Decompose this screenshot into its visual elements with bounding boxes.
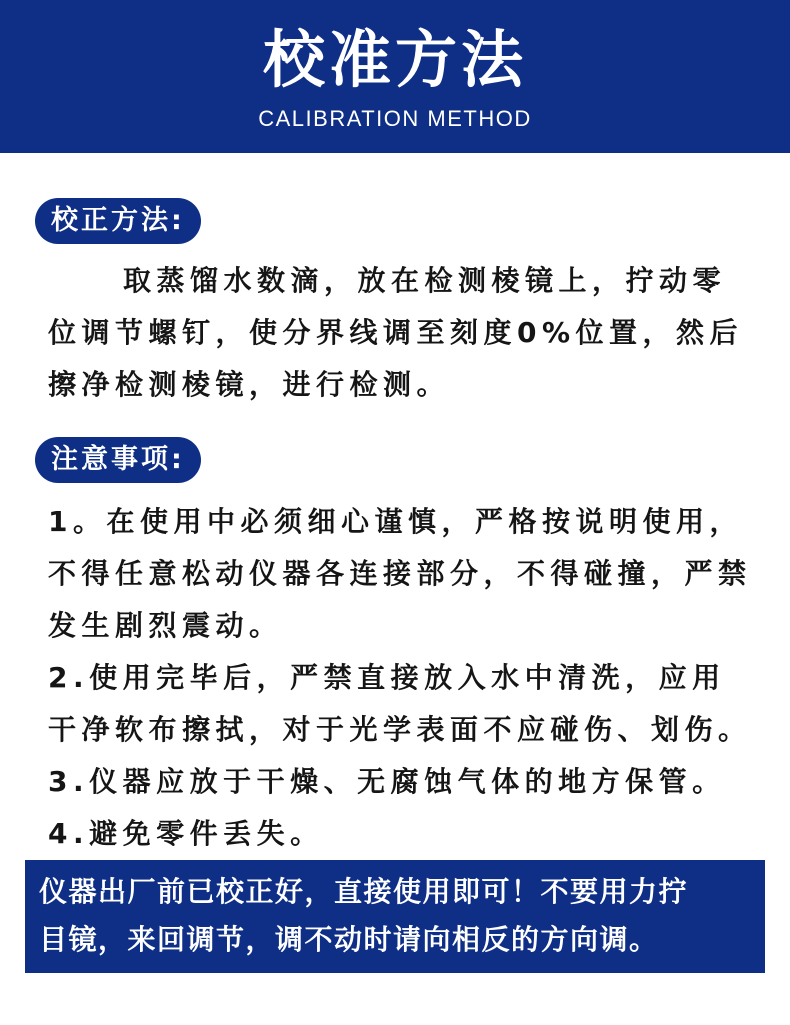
precaution-line: 4.避免零件丢失。 (48, 817, 324, 850)
section-label-calibration: 校正方法: (35, 198, 201, 244)
footer-notice (25, 860, 765, 973)
precaution-line: 发生剧烈震动。 (48, 609, 283, 642)
precaution-line: 3.仪器应放于干燥、无腐蚀气体的地方保管。 (48, 765, 726, 798)
page-title: 校准方法 (262, 23, 527, 96)
footer-line: 目镜，来回调节，调不动时请向相反的方向调。 (39, 923, 659, 956)
precaution-line: 1。在使用中必须细心谨慎，严格按说明使用， (48, 505, 743, 538)
precaution-line: 2.使用完毕后，严禁直接放入水中清洗，应用 (48, 661, 726, 694)
calibration-instructions (48, 255, 748, 411)
footer-notice-text (39, 868, 759, 964)
calibration-line: 擦净检测棱镜，进行检测。 (48, 368, 451, 401)
page-subtitle: CALIBRATION METHOD (258, 106, 532, 131)
calibration-line: 取蒸馏水数滴，放在检测棱镜上，拧动零 (123, 264, 727, 297)
header-banner (0, 0, 790, 153)
section-label-precautions: 注意事项: (35, 437, 201, 483)
precautions-list (48, 496, 752, 860)
footer-line: 仪器出厂前已校正好，直接使用即可！不要用力拧 (39, 875, 689, 908)
precaution-line: 干净软布擦拭，对于光学表面不应碰伤、划伤。 (48, 713, 752, 746)
calibration-line: 位调节螺钉，使分界线调至刻度0%位置，然后 (48, 316, 744, 349)
precaution-line: 不得任意松动仪器各连接部分，不得碰撞，严禁 (48, 557, 752, 590)
